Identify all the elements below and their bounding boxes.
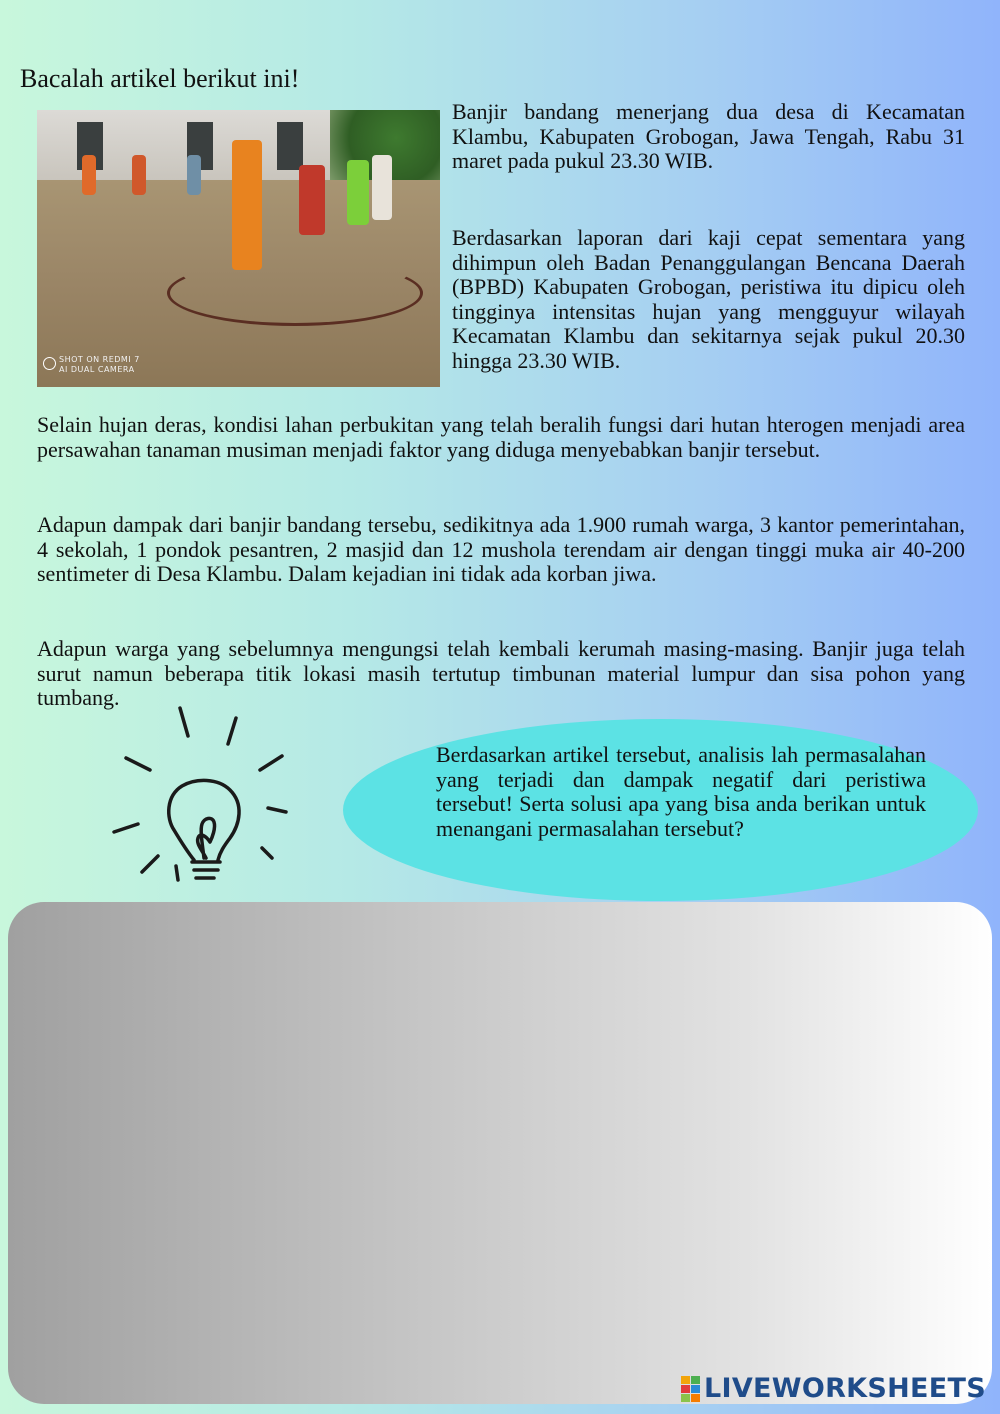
photo-person <box>232 140 262 270</box>
article-paragraph-3: Selain hujan deras, kondisi lahan perbukitan yang telah beralih fungsi dari hutan hterogen menjadi area persawahan tanaman musiman menjadi faktor yang diduga menyebabkan banjir tersebut. <box>37 412 965 462</box>
lightbulb-icon <box>100 700 300 890</box>
photo-person <box>347 160 369 225</box>
photo-person <box>132 155 146 195</box>
photo-person <box>299 165 325 235</box>
photo-watermark <box>43 355 140 375</box>
photo-person <box>82 155 96 195</box>
photo-person <box>187 155 201 195</box>
photo-hose <box>167 260 423 326</box>
photo-door <box>277 122 303 170</box>
article-paragraph-2: Berdasarkan laporan dari kaji cepat sementara yang dihimpun oleh Badan Penanggulangan Bencana Daerah (BPBD) Kabupaten Grobogan, peristiwa itu dipicu oleh tingginya intensitas hujan yang mengguyur wilayah Kecamatan Klambu dan sekitarnya sejak pukul 20.30 hingga 23.30 WIB. <box>452 225 965 373</box>
brand-footer <box>681 1373 986 1404</box>
page-heading: Bacalah artikel berikut ini! <box>20 64 300 93</box>
photo-watermark-line2: AI DUAL CAMERA <box>59 365 135 374</box>
answer-text-area[interactable] <box>8 902 992 1404</box>
article-paragraph-4: Adapun dampak dari banjir bandang tersebu, sedikitnya ada 1.900 rumah warga, 3 kantor pemerintahan, 4 sekolah, 1 pondok pesantren, 2 masjid dan 12 mushola terendam air dengan tinggi muka air 40-200 sentimeter di Desa Klambu. Dalam kejadian ini tidak ada korban jiwa. <box>37 512 965 586</box>
article-paragraph-5: Adapun warga yang sebelumnya mengungsi telah kembali kerumah masing-masing. Banjir juga telah surut namun beberapa titik lokasi masih tertutup timbunan material lumpur dan sisa pohon yang tumbang. <box>37 636 965 710</box>
liveworksheets-logo-icon <box>681 1376 700 1402</box>
photo-person <box>372 155 392 220</box>
photo-watermark-line1: SHOT ON REDMI 7 <box>59 355 140 364</box>
question-text: Berdasarkan artikel tersebut, analisis lah permasalahan yang terjadi dan dampak negatif dari peristiwa tersebut! Serta solusi apa yang bisa anda berikan untuk menangani permasalahan tersebut? <box>436 742 926 841</box>
flood-photo <box>37 110 440 387</box>
article-paragraph-1: Banjir bandang menerjang dua desa di Kecamatan Klambu, Kabupaten Grobogan, Jawa Tengah, Rabu 31 maret pada pukul 23.30 WIB. <box>452 99 965 173</box>
brand-name: LIVEWORKSHEETS <box>703 1373 986 1404</box>
